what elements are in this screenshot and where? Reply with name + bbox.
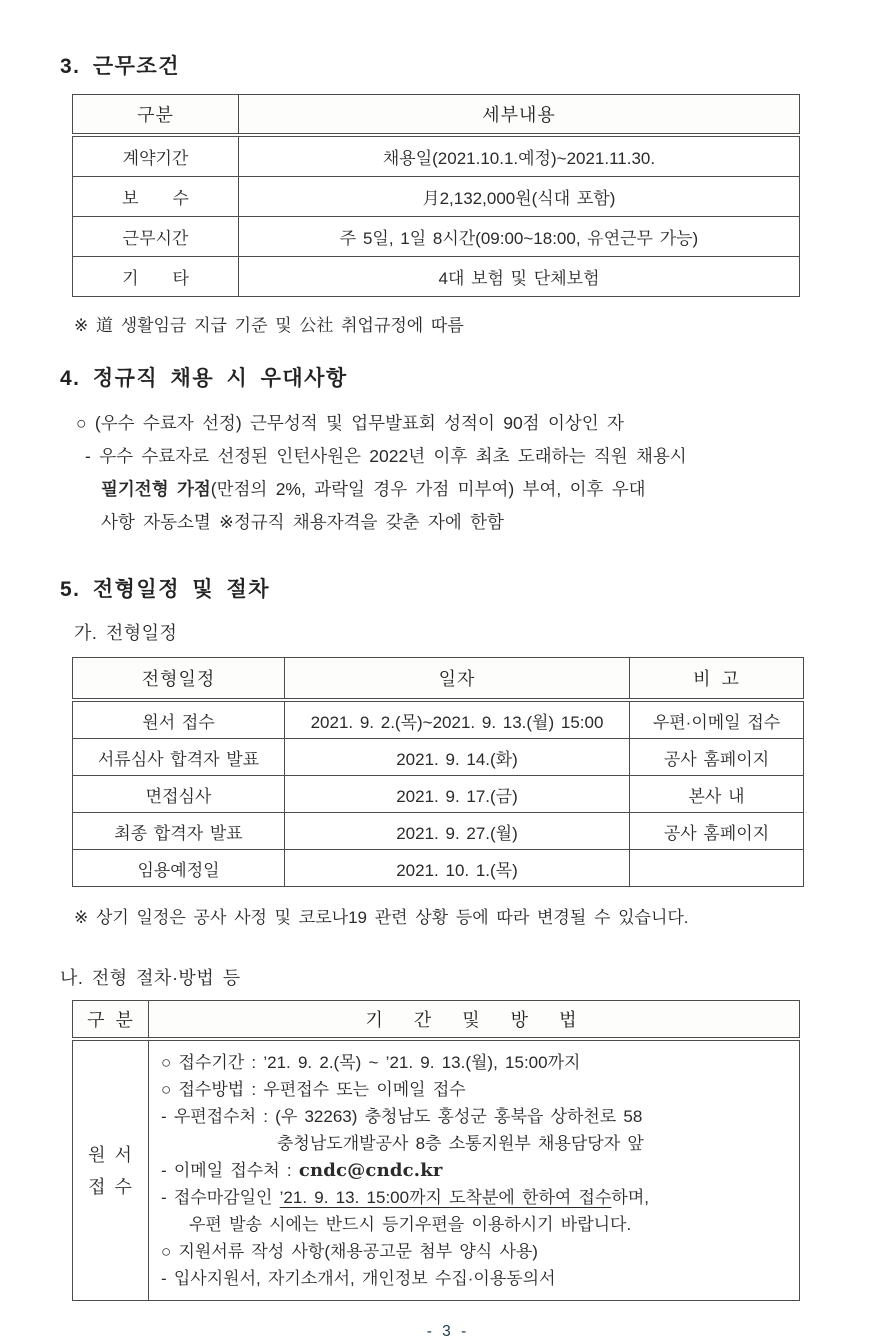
row-label-line: 접 수 [88, 1176, 133, 1197]
row-label-application [73, 1039, 149, 1301]
procedure-detail-cell [149, 1039, 800, 1301]
column-header-stage: 전형일정 [73, 658, 285, 701]
table-row [73, 850, 804, 887]
underlined-text-segment: ’21. 9. 13. 15:00까지 도착분에 한하여 접수 [279, 1188, 612, 1207]
cell-date: 2021. 10. 1.(목) [285, 850, 630, 887]
column-header-date: 일자 [285, 658, 630, 701]
working-conditions-note: ※ 道 생활임금 지급 기준 및 公社 취업규정에 따름 [74, 316, 464, 335]
cell-detail: 채용일(2021.10.1.예정)~2021.11.30. [239, 135, 800, 177]
cell-stage: 최종 합격자 발표 [73, 813, 285, 850]
table-row [73, 217, 800, 257]
cell-stage: 원서 접수 [73, 700, 285, 739]
working-conditions-table [72, 94, 800, 297]
procedure-line: - 입사지원서, 자기소개서, 개인정보 수집·이용동의서 [161, 1269, 556, 1288]
column-header-remark: 비 고 [630, 658, 804, 701]
bullet-line: 사항 자동소멸 ※정규직 채용자격을 갖춘 자에 한함 [101, 512, 504, 532]
schedule-table [72, 657, 804, 887]
procedure-line: 충청남도개발공사 8층 소통지원부 채용담당자 앞 [277, 1134, 644, 1153]
table-row [73, 739, 804, 776]
cell-stage: 서류심사 합격자 발표 [73, 739, 285, 776]
cell-remark: 본사 내 [630, 776, 804, 813]
section-3-heading: 3. 근무조건 [60, 55, 180, 78]
table-row [73, 776, 804, 813]
text-segment: - 이메일 접수처 : [161, 1161, 299, 1180]
cell-category: 근무시간 [73, 217, 239, 257]
procedure-line: ○ 접수기간 : ’21. 9. 2.(목) ~ ’21. 9. 13.(월), 15:00까지 [161, 1053, 581, 1072]
procedure-line: - 우편접수처 : (우 32263) 충청남도 홍성군 홍북읍 상하천로 58 [161, 1107, 643, 1126]
cell-category: 기 타 [73, 257, 239, 297]
page-number: - 3 - [426, 1323, 469, 1340]
cell-detail: 4대 보험 및 단체보험 [239, 257, 800, 297]
cell-detail: 月2,132,000원(식대 포함) [239, 177, 800, 217]
table-row [73, 257, 800, 297]
procedure-line: ○ 지원서류 작성 사항(채용공고문 첨부 양식 사용) [161, 1242, 538, 1261]
cell-remark: 공사 홈페이지 [630, 813, 804, 850]
cell-remark [630, 850, 804, 887]
cell-remark: 공사 홈페이지 [630, 739, 804, 776]
subsection-a-heading: 가. 전형일정 [74, 623, 178, 643]
bullet-line [60, 473, 835, 506]
bullet-line: ○ (우수 수료자 선정) 근무성적 및 업무발표회 성적이 90점 이상인 자 [76, 413, 624, 433]
cell-date: 2021. 9. 27.(월) [285, 813, 630, 850]
procedure-line [161, 1157, 789, 1184]
subsection-b-heading: 나. 전형 절차·방법 등 [60, 968, 241, 988]
cell-remark: 우편·이메일 접수 [630, 700, 804, 739]
cell-date: 2021. 9. 2.(목)~2021. 9. 13.(월) 15:00 [285, 700, 630, 739]
cell-date: 2021. 9. 14.(화) [285, 739, 630, 776]
procedure-line [161, 1184, 789, 1211]
cell-category: 계약기간 [73, 135, 239, 177]
cell-detail: 주 5일, 1일 8시간(09:00~18:00, 유연근무 가능) [239, 217, 800, 257]
bullet-line: - 우수 수료자로 선정된 인턴사원은 2022년 이후 최초 도래하는 직원 채용시 [85, 446, 687, 466]
schedule-note: ※ 상기 일정은 공사 사정 및 코로나19 관련 상황 등에 따라 변경될 수 있습니다. [74, 908, 689, 927]
column-header-category: 구분 [73, 95, 239, 136]
table-row [73, 813, 804, 850]
bold-text-segment: 필기전형 가점 [101, 479, 211, 499]
table-row [73, 135, 800, 177]
procedure-line: ○ 접수방법 : 우편접수 또는 이메일 접수 [161, 1080, 466, 1099]
table-row [73, 1039, 800, 1301]
email-address: cndc@cndc.kr [298, 1160, 443, 1181]
text-segment: 하며, [611, 1188, 649, 1207]
cell-stage: 임용예정일 [73, 850, 285, 887]
cell-stage: 면접심사 [73, 776, 285, 813]
cell-date: 2021. 9. 17.(금) [285, 776, 630, 813]
text-segment: (만점의 2%, 과락일 경우 가점 미부여) 부여, 이후 우대 [210, 479, 646, 499]
section-5-heading: 5. 전형일정 및 절차 [60, 578, 271, 601]
section-4-heading: 4. 정규직 채용 시 우대사항 [60, 367, 348, 390]
preferential-bullet-list [60, 407, 835, 539]
row-label-line: 원 서 [88, 1144, 133, 1165]
procedure-table [72, 1000, 800, 1301]
procedure-line: 우편 발송 시에는 반드시 등기우편을 이용하시기 바랍니다. [189, 1215, 632, 1234]
cell-category: 보 수 [73, 177, 239, 217]
table-row [73, 700, 804, 739]
table-header-row [73, 658, 804, 701]
text-segment: - 접수마감일인 [161, 1188, 280, 1207]
column-header-category: 구 분 [73, 1001, 149, 1040]
table-header-row [73, 1001, 800, 1040]
table-row [73, 177, 800, 217]
column-header-method: 기 간 및 방 법 [149, 1001, 800, 1040]
column-header-detail: 세부내용 [239, 95, 800, 136]
table-header-row [73, 95, 800, 136]
